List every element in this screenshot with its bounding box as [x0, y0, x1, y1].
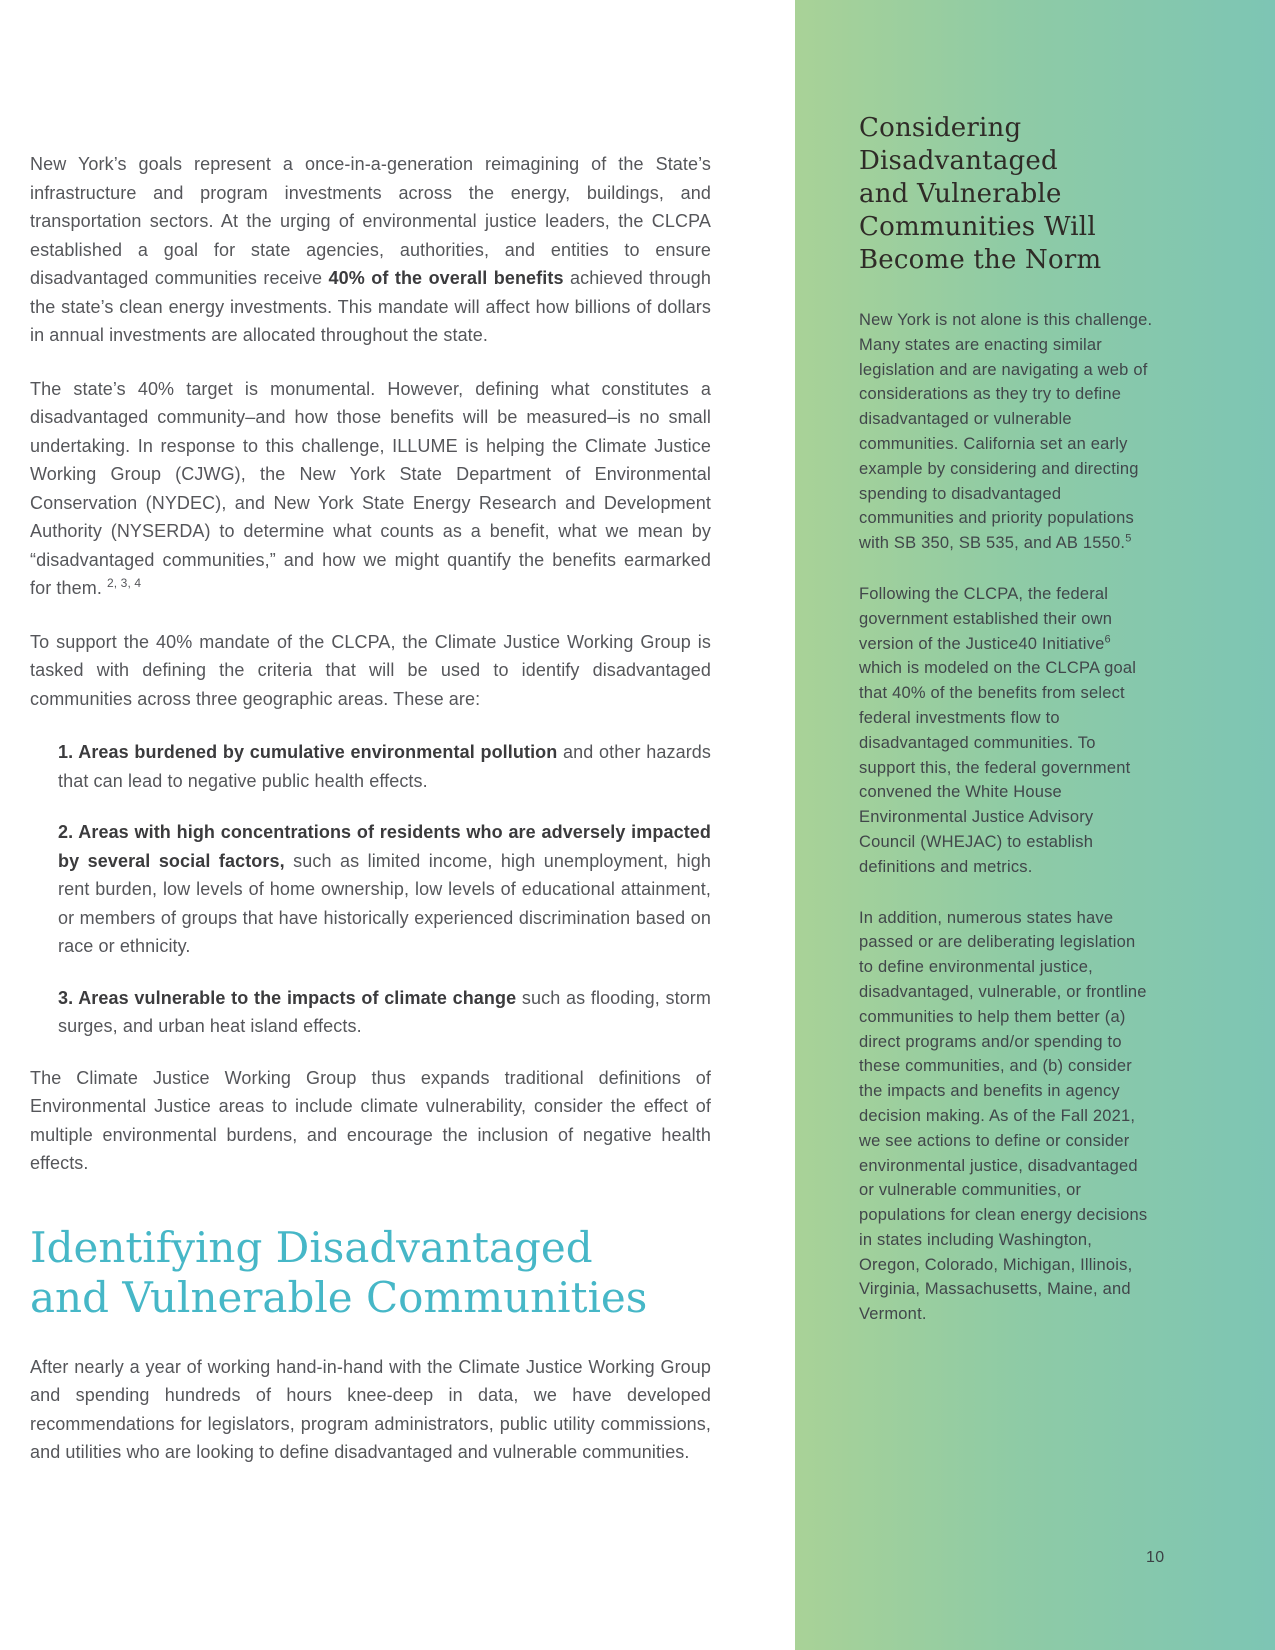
page-number: 10: [1146, 1549, 1165, 1566]
paragraph-text: New York’s goals represent a once-in-a-generation reimagining of the State’s infrastructure and program investments across the energy, buildings, and transportation sectors. At the urging of environmental justice leaders, the CLCPA established a goal for state agencies, authorities, and entities to ensure disadvantaged communities receive: [30, 154, 711, 288]
list-item-text: such as flooding, storm surges, and urban heat island effects.: [58, 987, 711, 1036]
sidebar-heading-line-1: Considering: [859, 113, 1022, 143]
section-heading-line-2: and Vulnerable Communities: [30, 1272, 648, 1322]
sidebar-heading: [859, 112, 1275, 277]
sidebar-paragraph-legislation: In addition, numerous states have passed or are deliberating legislation to define environmental justice, disadvantaged, vulnerable, or frontline communities to help them better (a) direct programs and/or spending to these communities, and (b) consider the impacts and benefits in agency decision making. As of the Fall 2021, we see actions to define or consider environmental justice, disadvantaged or vulnerable communities, or populations for clean energy decisions in states including Washington, Oregon, Colorado, Michigan, Illinois, Virginia, Massachusetts, Maine, and Vermont.: [859, 908, 1148, 1324]
section-heading: [30, 1223, 711, 1323]
list-item-3: [58, 984, 711, 1041]
sidebar-paragraph-federal: [859, 582, 1154, 880]
paragraph-intro: [30, 150, 711, 350]
sidebar-heading-line-5: Become the Norm: [859, 245, 1102, 275]
sidebar-paragraph-states: [859, 308, 1154, 556]
list-item-text: and other hazards that can lead to negative public health effects.: [58, 742, 711, 791]
sidebar-body: [859, 308, 1154, 1327]
footnote-reference: 2, 3, 4: [107, 576, 142, 590]
list-item-lead: 2. Areas with high concentrations of residents who are adversely impacted by several social factors,: [58, 822, 711, 871]
bold-phrase-40-percent: 40% of the overall benefits: [328, 268, 564, 288]
paragraph-text: achieved through the state’s clean energy investments. This mandate will affect how billions of dollars in annual investments are allocated throughout the state.: [30, 268, 712, 345]
main-column: [30, 150, 711, 1492]
section-heading-line-1: Identifying Disadvantaged: [30, 1222, 593, 1272]
paragraph-recommendations: After nearly a year of working hand-in-hand with the Climate Justice Working Group and spending hundreds of hours knee-deep in data, we have developed recommendations for legislators, program administrators, public utility commissions, and utilities who are looking to define disadvantaged and vulnerable communities.: [30, 1356, 711, 1462]
list-item-lead: 1. Areas burdened by cumulative environmental pollution: [58, 742, 558, 762]
paragraph-text: which is modeled on the CLCPA goal that 40% of the benefits from select federal investments flow to disadvantaged communities. To support this, the federal government convened the White House Environmental Justice Advisory Council (WHEJAC) to establish definitions and metrics.: [859, 659, 1137, 876]
paragraph-target: [30, 375, 711, 603]
sidebar-heading-line-3: and Vulnerable: [859, 179, 1062, 209]
sidebar-heading-line-4: Communities Will: [859, 212, 1096, 242]
paragraph-text: Following the CLCPA, the federal government established their own version of the Justice40 Initiative: [859, 584, 1113, 653]
sidebar-callout: [795, 0, 1275, 1650]
list-item-1: [58, 738, 711, 795]
footnote-reference: 5: [1125, 532, 1132, 545]
paragraph-text: New York is not alone is this challenge. Many states are enacting similar legislation and are navigating a web of considerations as they try to define disadvantaged or vulnerable communities. California set an early example by considering and directing spending to disadvantaged communities and priority populations with SB 350, SB 535, and AB 1550.: [859, 311, 1153, 553]
list-item-text: such as limited income, high unemployment, high rent burden, low levels of home ownership, low levels of educational attainment, or members of groups that have historically experienced discrimination based on race or ethnicity.: [58, 850, 711, 956]
paragraph-expansion: The Climate Justice Working Group thus expands traditional definitions of Environmental Justice areas to include climate vulnerability, consider the effect of multiple environmental burdens, and encourage the inclusion of negative health effects.: [30, 1067, 711, 1173]
paragraph-text: The state’s 40% target is monumental. However, defining what constitutes a disadvantaged community–and how those benefits will be measured–is no small undertaking. In response to this challenge, ILLUME is helping the Climate Justice Working Group (CJWG), the New York State Department of Environmental Conservation (NYDEC), and New York State Energy Research and Development Authority (NYSERDA) to determine what counts as a benefit, what we mean by “disadvantaged communities,” and how we might quantify the benefits earmarked for them.: [30, 378, 711, 598]
footnote-reference: 6: [1104, 633, 1111, 646]
list-item-lead: 3. Areas vulnerable to the impacts of climate change: [58, 987, 517, 1008]
list-item-2: [58, 818, 711, 961]
paragraph-mandate: To support the 40% mandate of the CLCPA, the Climate Justice Working Group is tasked with defining the criteria that will be used to identify disadvantaged communities across three geographic areas. These are:: [30, 631, 711, 709]
sidebar-heading-line-2: Disadvantaged: [859, 146, 1058, 176]
